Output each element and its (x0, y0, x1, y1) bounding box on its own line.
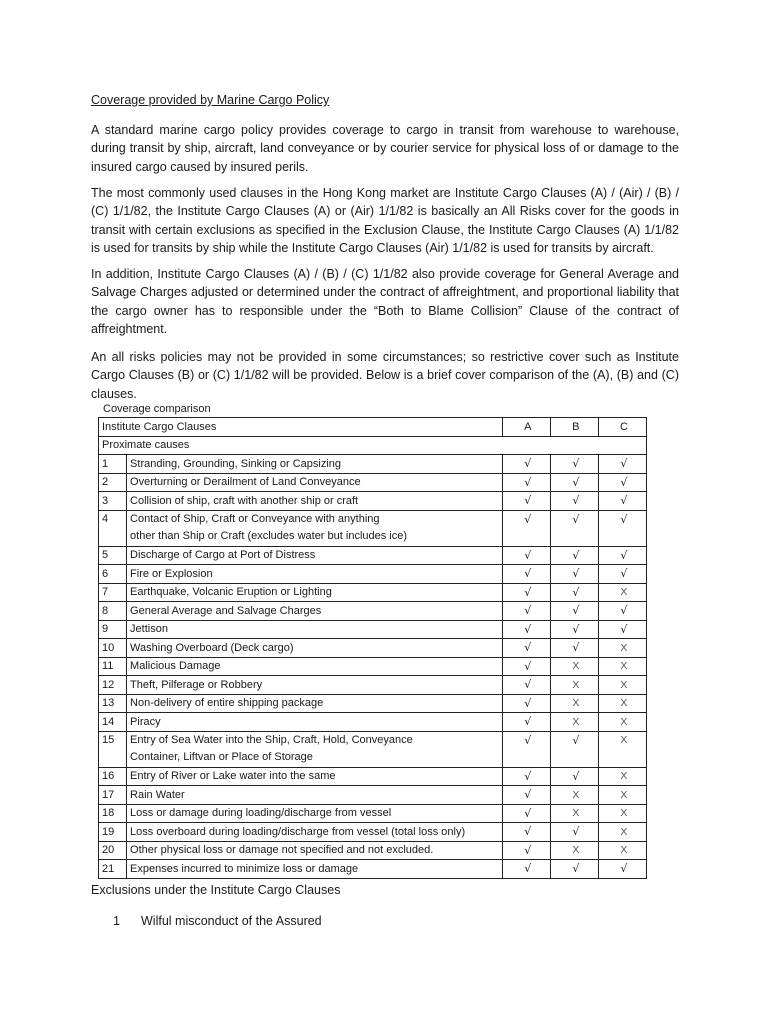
covered-check-mark-b: √ (550, 510, 598, 546)
table-row (99, 620, 647, 639)
table-row (99, 860, 647, 879)
description-line: Overturning or Derailment of Land Conveyance (130, 476, 361, 489)
covered-check-mark-b: √ (550, 455, 598, 474)
covered-check-mark-c: √ (598, 565, 646, 584)
paragraph-2: The most commonly used clauses in the Hong Kong market are Institute Cargo Clauses (A) / (Air) / (B) / (C) 1/1/82, the Institute Cargo Clauses (A) or (Air) 1/1/82 is basically an All Risks cover for the goods in transit with certain exclusions as specified in the Exclusion Clause, the Institute Cargo Clauses (A) 1/1/82 is used for transits by ship while the Institute Cargo Clauses (Air) 1/1/82 is used for transits by aircraft. (91, 186, 679, 255)
not-covered-mark-b: X (550, 804, 598, 823)
table-row (99, 841, 647, 860)
description-line: General Average and Salvage Charges (130, 604, 322, 617)
covered-check-mark-a: √ (502, 546, 550, 565)
row-number: 10 (99, 639, 127, 658)
row-number: 1 (99, 455, 127, 474)
column-header-b: B (550, 418, 598, 437)
description-line: Malicious Damage (130, 660, 221, 673)
covered-check-mark-a: √ (502, 657, 550, 676)
not-covered-mark-c: X (598, 583, 646, 602)
description-line: Jettison (130, 623, 168, 636)
covered-check-mark-a: √ (502, 860, 550, 879)
exclusions-heading: Exclusions under the Institute Cargo Clauses (91, 883, 341, 897)
table-row (99, 823, 647, 842)
table-row (99, 731, 647, 767)
table-row (99, 657, 647, 676)
row-number: 2 (99, 473, 127, 492)
covered-check-mark-a: √ (502, 492, 550, 511)
row-description (127, 546, 503, 565)
row-number: 6 (99, 565, 127, 584)
covered-check-mark-a: √ (502, 565, 550, 584)
description-line: Rain Water (130, 788, 185, 801)
row-description (127, 713, 503, 732)
description-line: Other physical loss or damage not specified and not excluded. (130, 844, 434, 857)
description-line: Non-delivery of entire shipping package (130, 697, 324, 710)
covered-check-mark-b: √ (550, 767, 598, 786)
covered-check-mark-c: √ (598, 860, 646, 879)
row-number: 4 (99, 510, 127, 546)
covered-check-mark-a: √ (502, 473, 550, 492)
description-line: Collision of ship, craft with another ship or craft (130, 494, 359, 507)
row-number: 18 (99, 804, 127, 823)
row-description (127, 731, 503, 767)
row-number: 17 (99, 786, 127, 805)
row-number: 3 (99, 492, 127, 511)
description-line: Earthquake, Volcanic Eruption or Lighting (130, 586, 332, 599)
row-number: 16 (99, 767, 127, 786)
row-description (127, 676, 503, 695)
row-description (127, 455, 503, 474)
covered-check-mark-b: √ (550, 583, 598, 602)
table-row (99, 546, 647, 565)
table-row (99, 676, 647, 695)
table-row (99, 473, 647, 492)
covered-check-mark-a: √ (502, 823, 550, 842)
row-description (127, 620, 503, 639)
row-number: 11 (99, 657, 127, 676)
description-line: Loss or damage during loading/discharge from vessel (130, 807, 392, 820)
row-number: 21 (99, 860, 127, 879)
covered-check-mark-a: √ (502, 694, 550, 713)
table-row (99, 565, 647, 584)
paragraph-4: An all risks policies may not be provided in some circumstances; so restrictive cover such as Institute Cargo Clauses (B) or (C) 1/1/82 will be provided. Below is a brief cover comparison of the (A), (B) and (C) clauses. (91, 350, 679, 401)
paragraph-3: In addition, Institute Cargo Clauses (A) / (B) / (C) 1/1/82 also provide coverage for General Average and Salvage Charges adjusted or determined under the contract of affreightment, and proportional liability that the cargo owner has to responsible under the “Both to Blame Collision” Clause of the contract of affreightment. (91, 267, 679, 336)
row-number: 20 (99, 841, 127, 860)
covered-check-mark-a: √ (502, 455, 550, 474)
row-number: 15 (99, 731, 127, 767)
row-description (127, 841, 503, 860)
table-header-row (99, 418, 647, 437)
exclusion-text: Wilful misconduct of the Assured (141, 914, 322, 928)
covered-check-mark-b: √ (550, 565, 598, 584)
description-line: Expenses incurred to minimize loss or damage (130, 862, 359, 875)
table-row (99, 713, 647, 732)
table-section-row (99, 436, 647, 455)
description-line: Entry of River or Lake water into the same (130, 770, 336, 783)
exclusion-item (113, 914, 322, 928)
covered-check-mark-a: √ (502, 639, 550, 658)
covered-check-mark-a: √ (502, 602, 550, 621)
row-description (127, 565, 503, 584)
paragraph-1: A standard marine cargo policy provides coverage to cargo in transit from warehouse to warehouse, during transit by ship, aircraft, land conveyance or by courier service for physical loss of or damage to the insured cargo caused by insured perils. (91, 123, 679, 174)
row-description (127, 786, 503, 805)
covered-check-mark-a: √ (502, 713, 550, 732)
row-description (127, 860, 503, 879)
row-number: 8 (99, 602, 127, 621)
covered-check-mark-c: √ (598, 510, 646, 546)
row-description (127, 823, 503, 842)
not-covered-mark-c: X (598, 694, 646, 713)
covered-check-mark-b: √ (550, 731, 598, 767)
row-description (127, 767, 503, 786)
covered-check-mark-b: √ (550, 620, 598, 639)
description-line: Theft, Pilferage or Robbery (130, 678, 263, 691)
covered-check-mark-c: √ (598, 492, 646, 511)
covered-check-mark-a: √ (502, 767, 550, 786)
description-line: Contact of Ship, Craft or Conveyance with anything (130, 512, 380, 525)
covered-check-mark-a: √ (502, 676, 550, 695)
section-label: Proximate causes (99, 436, 647, 455)
not-covered-mark-c: X (598, 786, 646, 805)
row-number: 5 (99, 546, 127, 565)
covered-check-mark-c: √ (598, 546, 646, 565)
not-covered-mark-c: X (598, 713, 646, 732)
coverage-comparison-table (98, 417, 647, 879)
covered-check-mark-a: √ (502, 804, 550, 823)
covered-check-mark-c: √ (598, 473, 646, 492)
row-description (127, 657, 503, 676)
table-row (99, 602, 647, 621)
not-covered-mark-b: X (550, 694, 598, 713)
row-description (127, 492, 503, 511)
covered-check-mark-a: √ (502, 620, 550, 639)
table-row (99, 492, 647, 511)
row-description (127, 473, 503, 492)
table-row (99, 510, 647, 546)
table-caption: Coverage comparison (103, 403, 211, 415)
row-number: 13 (99, 694, 127, 713)
covered-check-mark-b: √ (550, 602, 598, 621)
table-row (99, 583, 647, 602)
covered-check-mark-b: √ (550, 639, 598, 658)
row-description (127, 694, 503, 713)
not-covered-mark-b: X (550, 713, 598, 732)
not-covered-mark-c: X (598, 676, 646, 695)
description-line: Loss overboard during loading/discharge from vessel (total loss only) (130, 825, 466, 838)
exclusion-number: 1 (113, 914, 120, 928)
not-covered-mark-c: X (598, 841, 646, 860)
table-row (99, 639, 647, 658)
not-covered-mark-c: X (598, 657, 646, 676)
not-covered-mark-b: X (550, 657, 598, 676)
not-covered-mark-c: X (598, 804, 646, 823)
not-covered-mark-c: X (598, 731, 646, 767)
not-covered-mark-c: X (598, 639, 646, 658)
description-line: Fire or Explosion (130, 567, 213, 580)
description-line: Washing Overboard (Deck cargo) (130, 641, 294, 654)
table-row (99, 804, 647, 823)
table-row (99, 786, 647, 805)
column-header-c: C (598, 418, 646, 437)
covered-check-mark-a: √ (502, 510, 550, 546)
row-description (127, 804, 503, 823)
not-covered-mark-b: X (550, 786, 598, 805)
covered-check-mark-b: √ (550, 473, 598, 492)
row-number: 9 (99, 620, 127, 639)
table-row (99, 455, 647, 474)
covered-check-mark-c: √ (598, 620, 646, 639)
covered-check-mark-a: √ (502, 583, 550, 602)
covered-check-mark-a: √ (502, 731, 550, 767)
covered-check-mark-b: √ (550, 492, 598, 511)
row-description (127, 639, 503, 658)
column-header-a: A (502, 418, 550, 437)
description-line: Discharge of Cargo at Port of Distress (130, 549, 316, 562)
row-number: 14 (99, 713, 127, 732)
description-line: Entry of Sea Water into the Ship, Craft, Hold, Conveyance (130, 733, 413, 746)
row-description (127, 602, 503, 621)
description-line: Stranding, Grounding, Sinking or Capsizing (130, 457, 342, 470)
covered-check-mark-b: √ (550, 860, 598, 879)
row-number: 7 (99, 583, 127, 602)
row-description (127, 583, 503, 602)
row-description (127, 510, 503, 546)
not-covered-mark-b: X (550, 676, 598, 695)
description-line: Container, Liftvan or Place of Storage (130, 751, 313, 763)
document-title: Coverage provided by Marine Cargo Policy (91, 93, 330, 107)
covered-check-mark-b: √ (550, 823, 598, 842)
covered-check-mark-a: √ (502, 786, 550, 805)
not-covered-mark-c: X (598, 767, 646, 786)
covered-check-mark-b: √ (550, 546, 598, 565)
covered-check-mark-a: √ (502, 841, 550, 860)
table-row (99, 767, 647, 786)
covered-check-mark-c: √ (598, 602, 646, 621)
description-line: Piracy (130, 715, 161, 728)
covered-check-mark-c: √ (598, 455, 646, 474)
row-number: 12 (99, 676, 127, 695)
not-covered-mark-c: X (598, 823, 646, 842)
table-row (99, 694, 647, 713)
description-line: other than Ship or Craft (excludes water but includes ice) (130, 530, 408, 542)
row-number: 19 (99, 823, 127, 842)
table-header-label: Institute Cargo Clauses (99, 418, 503, 437)
not-covered-mark-b: X (550, 841, 598, 860)
